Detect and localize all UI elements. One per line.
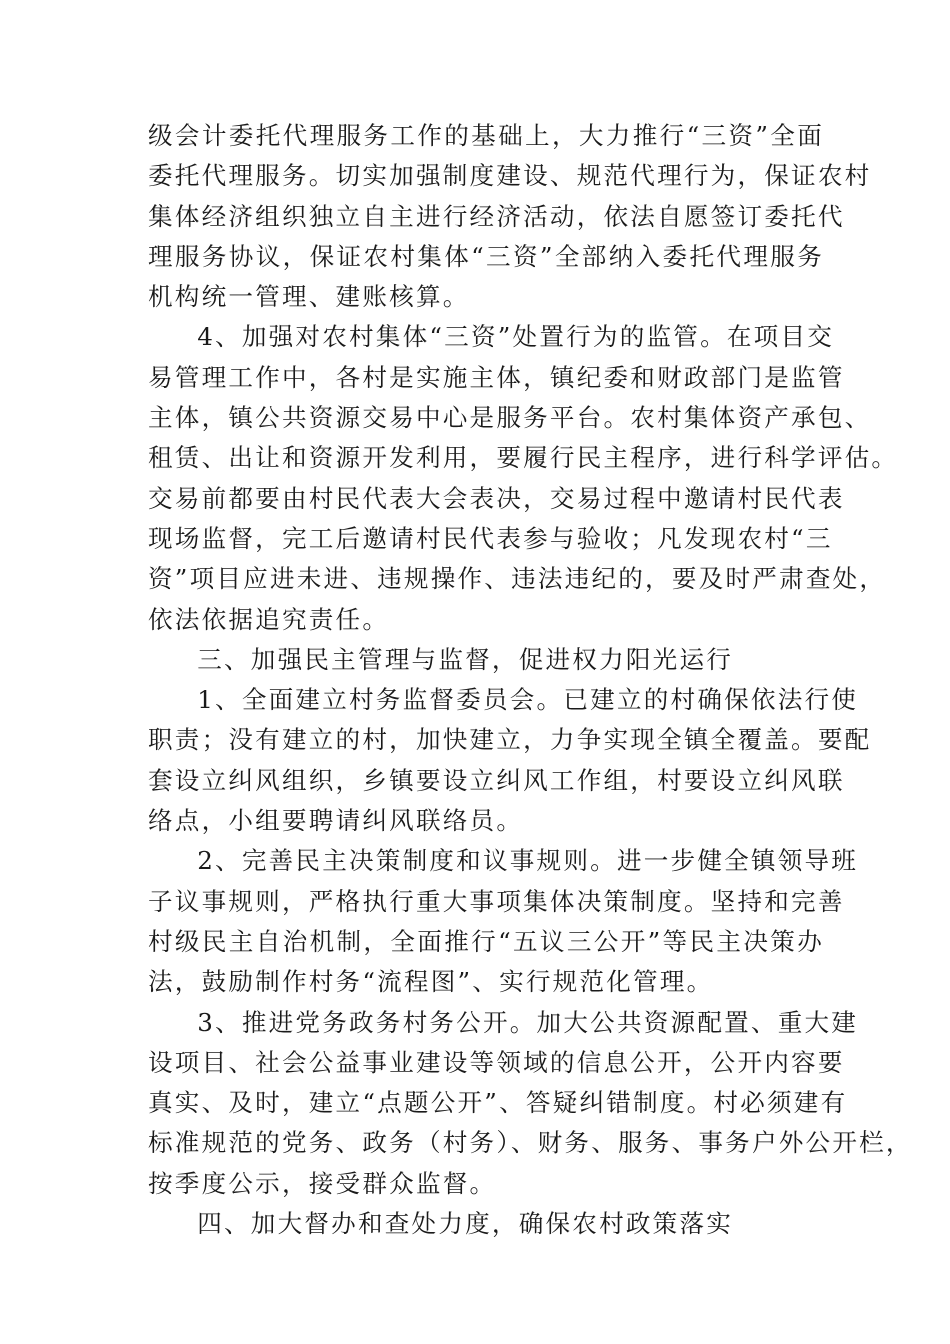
text-line: 法，鼓励制作村务“流程图”、实行规范化管理。 <box>148 967 714 997</box>
paragraph <box>148 317 899 639</box>
text-line: 级会计委托代理服务工作的基础上，大力推行“三资”全面 <box>148 121 824 150</box>
text-line: 机构统一管理、建账核算。 <box>148 282 470 312</box>
text-line: 1、全面建立村务监督委员会。已建立的村确保依法行使 <box>197 685 859 715</box>
text-line: 村级民主自治机制，全面推行“五议三公开”等民主决策办 <box>148 926 824 956</box>
text-line: 租赁、出让和资源开发利用，要履行民主程序，进行科学评估。 <box>148 443 899 473</box>
text-line: 3、推进党务政务村务公开。加大公共资源配置、重大建 <box>197 1007 859 1037</box>
heading-line: 四、加大督办和查处力度，确保农村政策落实 <box>197 1209 734 1239</box>
text-line: 2、完善民主决策制度和议事规则。进一步健全镇领导班 <box>197 846 859 876</box>
text-line: 真实、及时，建立“点题公开”、答疑纠错制度。村必须建有 <box>148 1088 848 1118</box>
heading-line: 三、加强民主管理与监督，促进权力阳光运行 <box>197 644 734 674</box>
paragraph <box>148 1003 913 1204</box>
text-line: 子议事规则，严格执行重大事项集体决策制度。坚持和完善 <box>148 886 845 916</box>
text-line: 设项目、社会公益事业建设等领域的信息公开，公开内容要 <box>148 1047 845 1077</box>
text-line: 标准规范的党务、政务（村务）、财务、服务、事务户外公开栏， <box>148 1128 913 1158</box>
text-line: 按季度公示，接受群众监督。 <box>148 1168 497 1198</box>
text-line: 现场监督，完工后邀请村民代表参与验收；凡发现农村“三 <box>148 523 833 553</box>
paragraph <box>148 116 872 317</box>
section-heading <box>148 1204 824 1244</box>
section-heading <box>148 640 824 680</box>
document-body <box>148 116 913 1244</box>
text-line: 交易前都要由村民代表大会表决，交易过程中邀请村民代表 <box>148 483 845 513</box>
paragraph <box>148 680 872 841</box>
text-line: 集体经济组织独立自主进行经济活动，依法自愿签订委托代 <box>148 201 845 231</box>
text-line: 易管理工作中，各村是实施主体，镇纪委和财政部门是监管 <box>148 362 845 392</box>
text-line: 络点，小组要聘请纠风联络员。 <box>148 806 524 836</box>
paragraph <box>148 841 859 1002</box>
text-line: 资”项目应进未进、违规操作、违法违纪的，要及时严肃查处， <box>148 564 887 594</box>
text-line: 依法依据追究责任。 <box>148 604 390 634</box>
text-line: 套设立纠风组织，乡镇要设立纠风工作组，村要设立纠风联 <box>148 765 845 795</box>
text-line: 主体，镇公共资源交易中心是服务平台。农村集体资产承包、 <box>148 403 872 433</box>
text-line: 4、加强对农村集体“三资”处置行为的监管。在项目交 <box>197 322 835 352</box>
text-line: 委托代理服务。切实加强制度建设、规范代理行为，保证农村 <box>148 161 872 191</box>
text-line: 理服务协议，保证农村集体“三资”全部纳入委托代理服务 <box>148 241 824 271</box>
text-line: 职责；没有建立的村，加快建立，力争实现全镇全覆盖。要配 <box>148 725 872 755</box>
